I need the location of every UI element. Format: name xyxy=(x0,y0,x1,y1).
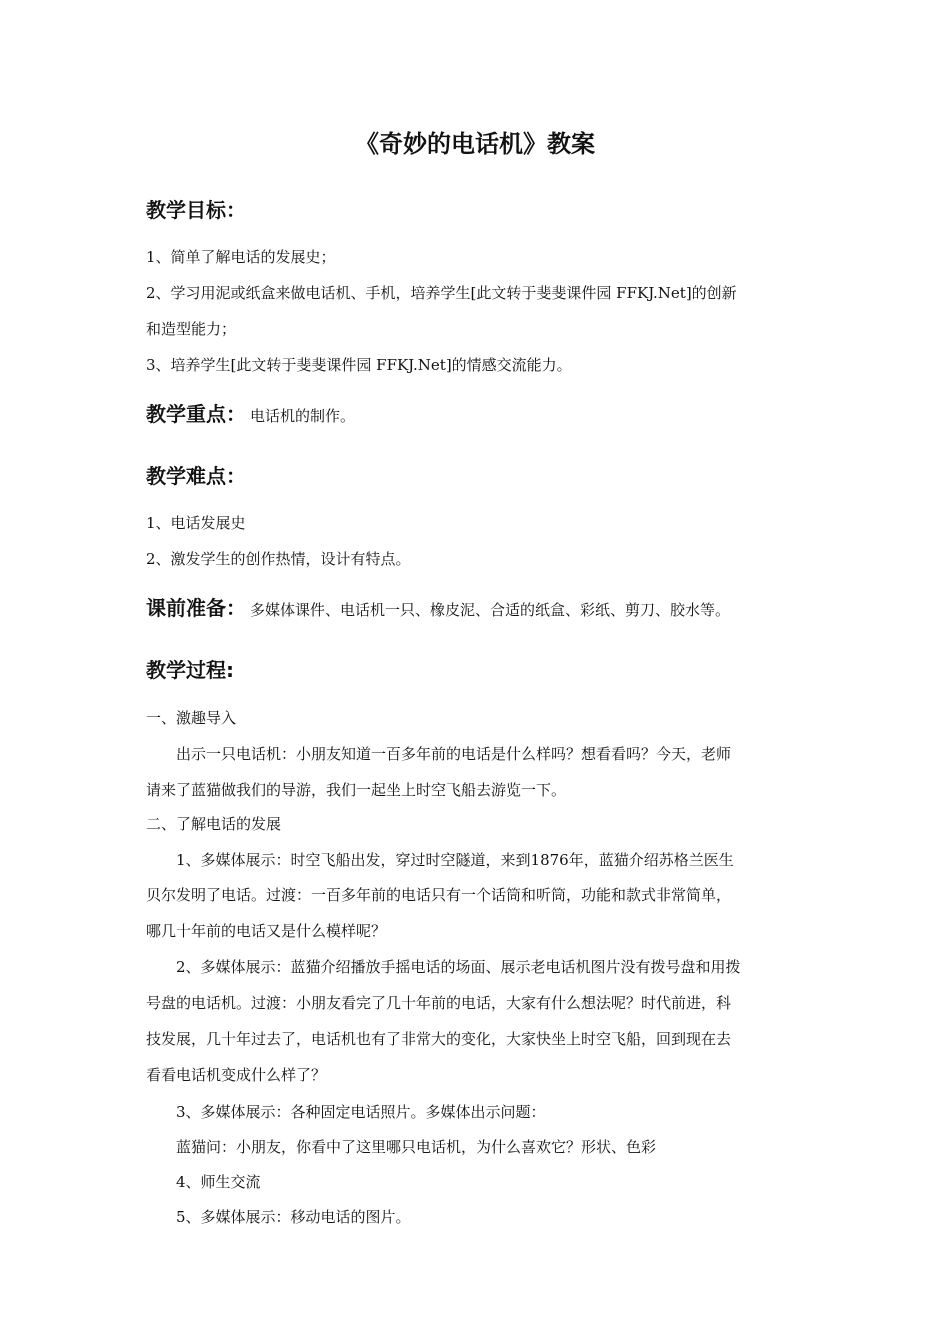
process-line: 1、多媒体展示：时空飞船出发，穿过时空隧道，来到1876年，蓝猫介绍苏格兰医生 xyxy=(176,851,734,869)
process-line: 贝尔发明了电话。过渡：一百多年前的电话只有一个话筒和听筒，功能和款式非常简单， xyxy=(146,886,732,904)
key-point xyxy=(146,398,355,427)
process-line: 一、激趣导入 xyxy=(146,709,237,727)
process-line: 4、师生交流 xyxy=(176,1173,261,1191)
objective-line: 1、简单了解电话的发展史； xyxy=(146,248,336,266)
process-line: 5、多媒体展示：移动电话的图片。 xyxy=(176,1208,411,1226)
process-line: 3、多媒体展示：各种固定电话照片。多媒体出示问题： xyxy=(176,1103,546,1121)
objective-line: 2、学习用泥或纸盒来做电话机、手机，培养学生[此文转于斐斐课件园 FFKJ.Net]的创新 xyxy=(146,284,737,302)
process-line: 二、了解电话的发展 xyxy=(146,815,282,833)
process-line: 技发展，几十年过去了，电话机也有了非常大的变化，大家快坐上时空飞船，回到现在去 xyxy=(146,1030,732,1048)
objective-line: 3、培养学生[此文转于斐斐课件园 FFKJ.Net]的情感交流能力。 xyxy=(146,356,572,374)
objective-line: 和造型能力； xyxy=(146,320,237,338)
objectives-heading: 教学目标： xyxy=(146,198,246,222)
preparation xyxy=(146,592,730,621)
process-line: 2、多媒体展示：蓝猫介绍播放手摇电话的场面、展示老电话机图片没有拨号盘和用拨 xyxy=(176,958,741,976)
difficulty-line: 2、激发学生的创作热情，设计有特点。 xyxy=(146,550,411,568)
process-line: 请来了蓝猫做我们的导游，我们一起坐上时空飞船去游览一下。 xyxy=(146,781,567,799)
preparation-text: 多媒体课件、电话机一只、橡皮泥、合适的纸盒、彩纸、剪刀、胶水等。 xyxy=(250,601,731,619)
difficulty-heading: 教学难点： xyxy=(146,464,246,488)
process-line: 出示一只电话机：小朋友知道一百多年前的电话是什么样吗？想看看吗？今天，老师 xyxy=(176,745,732,763)
preparation-heading: 课前准备： xyxy=(146,596,246,620)
process-line: 蓝猫问：小朋友，你看中了这里哪只电话机，为什么喜欢它？形状、色彩 xyxy=(176,1138,657,1156)
key-point-text: 电话机的制作。 xyxy=(250,407,356,425)
process-line: 号盘的电话机。过渡：小朋友看完了几十年前的电话，大家有什么想法呢？时代前进，科 xyxy=(146,994,732,1012)
document-title: 《奇妙的电话机》教案 xyxy=(355,130,595,158)
difficulty-line: 1、电话发展史 xyxy=(146,514,246,532)
process-line: 哪几十年前的电话又是什么模样呢？ xyxy=(146,922,387,940)
key-point-heading: 教学重点： xyxy=(146,402,246,426)
process-heading: 教学过程: xyxy=(146,658,234,682)
process-line: 看看电话机变成什么样了？ xyxy=(146,1066,327,1084)
